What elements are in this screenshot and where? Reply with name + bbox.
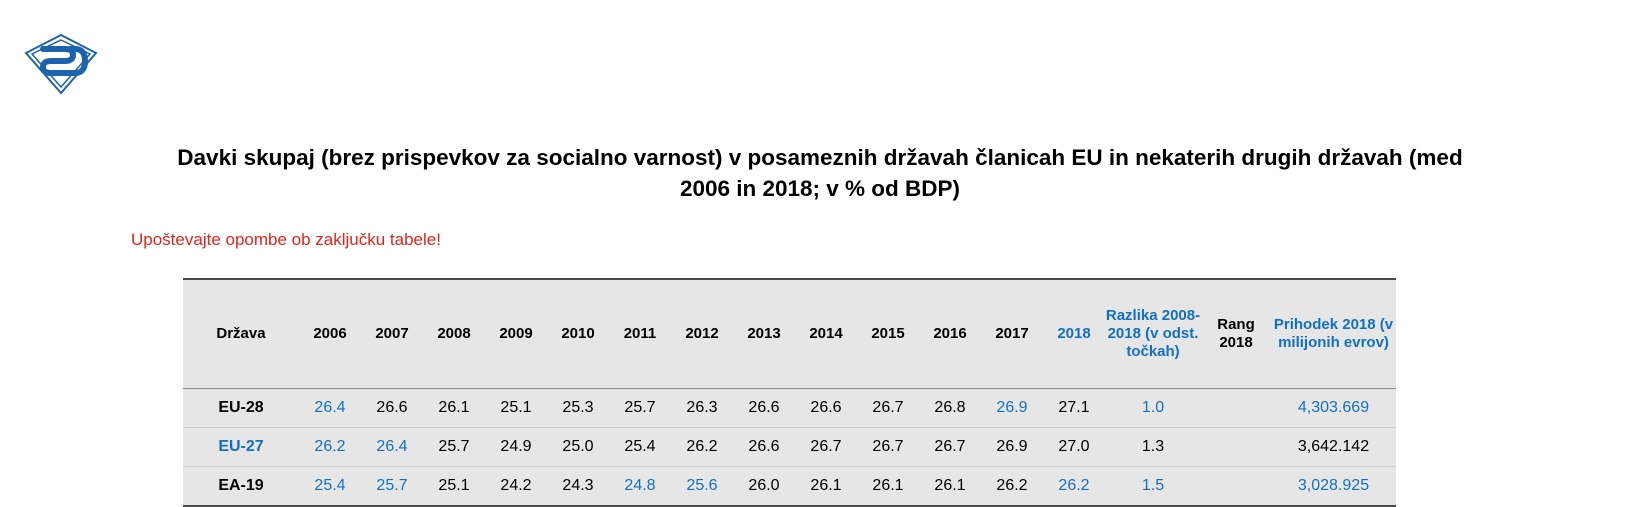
cell-2006: 26.2: [299, 428, 361, 467]
cell-rank: [1201, 389, 1271, 428]
cell-2018: 27.1: [1043, 389, 1105, 428]
column-header-2010: 2010: [547, 279, 609, 389]
cell-rank: [1201, 467, 1271, 507]
cell-2012: 26.2: [671, 428, 733, 467]
cell-2018: 27.0: [1043, 428, 1105, 467]
cell-2007: 26.6: [361, 389, 423, 428]
cell-2013: 26.0: [733, 467, 795, 507]
cell-2015: 26.7: [857, 389, 919, 428]
cell-2008: 26.1: [423, 389, 485, 428]
table-row: [183, 428, 1396, 467]
table-header: [183, 279, 1396, 389]
cell-rank: [1201, 428, 1271, 467]
column-header-2013: 2013: [733, 279, 795, 389]
table-note: Upoštevajte opombe ob zaključku tabele!: [131, 230, 441, 249]
column-header-difference: Razlika 2008-2018 (v odst. točkah): [1105, 279, 1201, 389]
cell-2017: 26.9: [981, 428, 1043, 467]
cell-difference: 1.5: [1105, 467, 1201, 507]
cell-2007: 26.4: [361, 428, 423, 467]
taxes-table-container: [183, 278, 1394, 507]
table-row: [183, 389, 1396, 428]
cell-difference: 1.3: [1105, 428, 1201, 467]
cell-2011: 24.8: [609, 467, 671, 507]
row-country-eu28: EU-28: [183, 389, 299, 428]
cell-2011: 25.7: [609, 389, 671, 428]
page-title: Davki skupaj (brez prispevkov za socialno varnost) v posameznih državah članicah EU in nekaterih drugih državah (med 2006 in 2018; v % od BDP): [177, 145, 1463, 201]
cell-2006: 25.4: [299, 467, 361, 507]
column-header-2015: 2015: [857, 279, 919, 389]
cell-revenue: 3,028.925: [1271, 467, 1396, 507]
cell-revenue: 4,303.669: [1271, 389, 1396, 428]
cell-2013: 26.6: [733, 389, 795, 428]
table-row: [183, 467, 1396, 507]
cell-2014: 26.1: [795, 467, 857, 507]
table-header-row: [183, 279, 1396, 389]
column-header-2016: 2016: [919, 279, 981, 389]
cell-2011: 25.4: [609, 428, 671, 467]
cell-2017: 26.2: [981, 467, 1043, 507]
column-header-2012: 2012: [671, 279, 733, 389]
column-header-country: Država: [183, 279, 299, 389]
column-header-revenue: Prihodek 2018 (v milijonih evrov): [1271, 279, 1396, 389]
taxes-table: [183, 278, 1396, 507]
cell-2014: 26.7: [795, 428, 857, 467]
cell-2007: 25.7: [361, 467, 423, 507]
column-header-2018: 2018: [1043, 279, 1105, 389]
column-header-2007: 2007: [361, 279, 423, 389]
cell-2010: 24.3: [547, 467, 609, 507]
column-header-2009: 2009: [485, 279, 547, 389]
column-header-rank: Rang 2018: [1201, 279, 1271, 389]
cell-2009: 25.1: [485, 389, 547, 428]
cell-2016: 26.8: [919, 389, 981, 428]
cell-2009: 24.2: [485, 467, 547, 507]
cell-2013: 26.6: [733, 428, 795, 467]
cell-2015: 26.1: [857, 467, 919, 507]
cell-2006: 26.4: [299, 389, 361, 428]
cell-2016: 26.1: [919, 467, 981, 507]
cell-2010: 25.0: [547, 428, 609, 467]
cell-2012: 25.6: [671, 467, 733, 507]
cell-2008: 25.1: [423, 467, 485, 507]
column-header-2006: 2006: [299, 279, 361, 389]
sd-logo: [23, 33, 99, 95]
cell-2010: 25.3: [547, 389, 609, 428]
cell-2009: 24.9: [485, 428, 547, 467]
cell-2014: 26.6: [795, 389, 857, 428]
cell-revenue: 3,642.142: [1271, 428, 1396, 467]
column-header-2017: 2017: [981, 279, 1043, 389]
cell-2008: 25.7: [423, 428, 485, 467]
row-country-ea19: EA-19: [183, 467, 299, 507]
cell-difference: 1.0: [1105, 389, 1201, 428]
column-header-2011: 2011: [609, 279, 671, 389]
cell-2018: 26.2: [1043, 467, 1105, 507]
cell-2015: 26.7: [857, 428, 919, 467]
cell-2012: 26.3: [671, 389, 733, 428]
table-body: [183, 389, 1396, 507]
column-header-2014: 2014: [795, 279, 857, 389]
cell-2017: 26.9: [981, 389, 1043, 428]
cell-2016: 26.7: [919, 428, 981, 467]
row-country-eu27: EU-27: [183, 428, 299, 467]
column-header-2008: 2008: [423, 279, 485, 389]
